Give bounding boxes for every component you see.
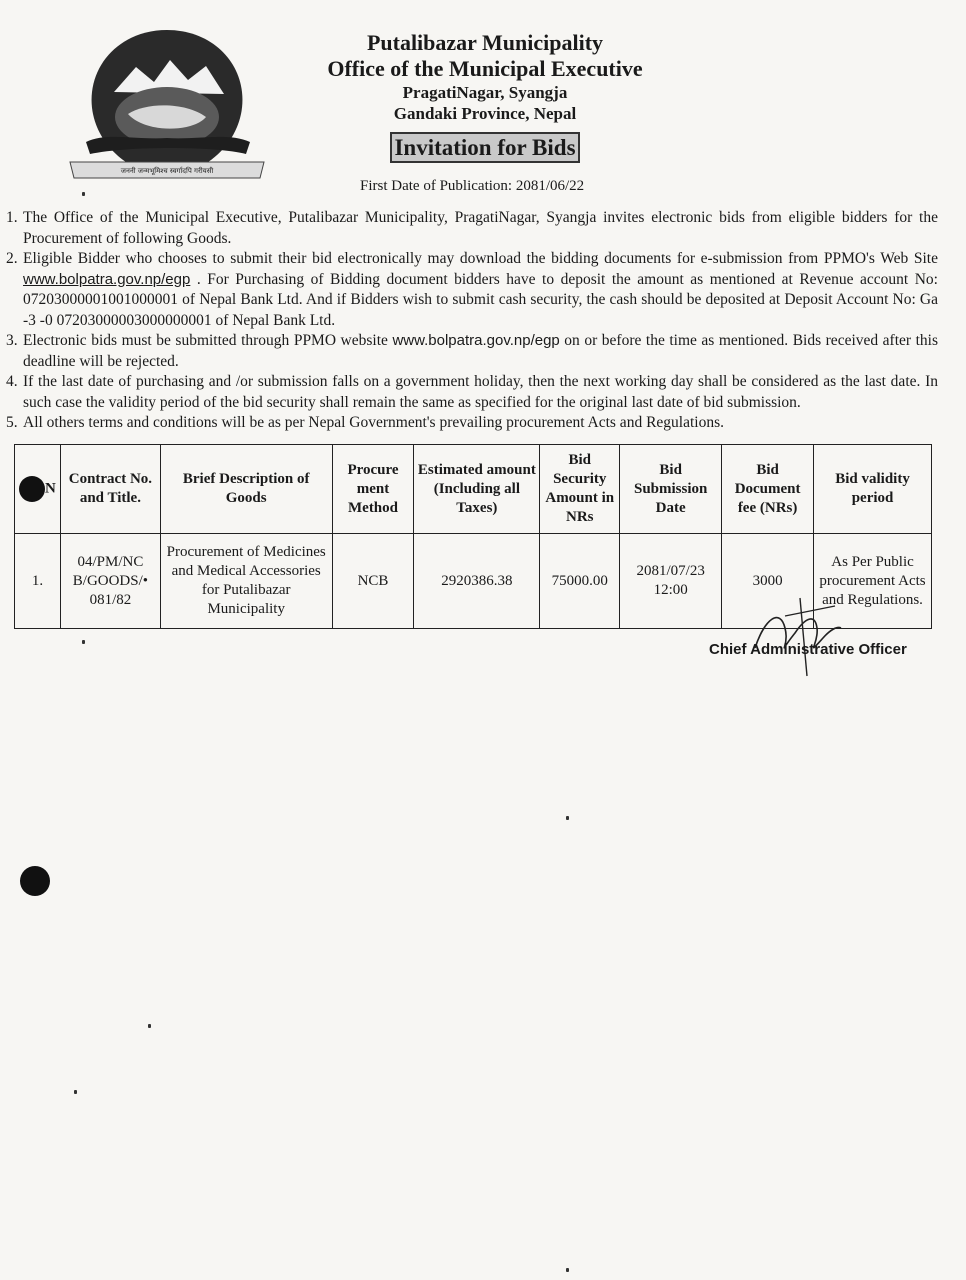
cell-security: 75000.00	[540, 534, 620, 629]
notice-point-3: 3. Electronic bids must be submitted through PPMO website www.bolpatra.gov.np/egp on or before the time as mentioned. Bids received after this deadline will be rejected.	[6, 332, 938, 370]
scan-speck	[82, 640, 85, 644]
cell-method: NCB	[332, 534, 414, 629]
col-header-sn: N	[15, 445, 61, 534]
cell-description: Procurement of Medicines and Medical Accessories for Putalibazar Municipality	[160, 534, 332, 629]
emblem-caption: जननी जन्मभूमिश्च स्वर्गादपि गरीयसी	[120, 167, 214, 175]
col-header-estimate: Estimated amount (Including all Taxes)	[414, 445, 540, 534]
publication-date-value: 2081/06/22	[515, 178, 585, 194]
publication-date-label: First Date of Publication:	[360, 178, 513, 194]
signer-title: Chief Administrative Officer	[709, 641, 907, 658]
cell-fee: 3000	[722, 534, 814, 629]
publication-date	[360, 178, 584, 195]
scan-speck	[566, 816, 569, 820]
nepal-emblem-icon	[66, 22, 268, 182]
col-header-fee: Bid Document fee (NRs)	[722, 445, 814, 534]
col-header-submission: Bid Submission Date	[620, 445, 722, 534]
office-name: Office of the Municipal Executive	[327, 56, 643, 81]
municipality-name: Putalibazar Municipality	[366, 30, 604, 55]
notice-point-4: 4. If the last date of purchasing and /or submission falls on a government holiday, then the next working day shall be considered as the last date. In such case the validity period of the bid security shall remain the same as specified for the original last date of bid submission.	[6, 373, 938, 411]
cell-estimate: 2920386.38	[414, 534, 540, 629]
col-header-description: Brief Description of Goods	[160, 445, 332, 534]
table-header-row	[15, 445, 932, 534]
letterhead	[300, 30, 670, 163]
notice-points	[6, 208, 938, 434]
address-line-1: PragatiNagar, Syangja	[402, 83, 568, 102]
signature-scribble	[745, 588, 845, 678]
notice-point-2: 2. Eligible Bidder who chooses to submit their bid electronically may download the bidding documents for e-submission from PPMO's Web Site www.bolpatra.gov.np/egp . For Purchasing of Bidding document bidders have to deposit the amount as mentioned at Revenue account No: 07203000001001000001 of Nepal Bank Ltd. And if Bidders wish to submit cash security, the cash should be deposited at Deposit Account No: Ga -3 -0 07203000003000000001 of Nepal Bank Ltd.	[6, 250, 938, 329]
cell-contract: 04/PM/NC B/GOODS/• 081/82	[60, 534, 160, 629]
cell-validity: As Per Public procurement Acts and Regulations.	[814, 534, 932, 629]
bolpatra-link[interactable]: www.bolpatra.gov.np/egp	[392, 332, 560, 349]
document-title: Invitation for Bids	[390, 132, 579, 163]
col-header-security: Bid Security Amount in NRs	[540, 445, 620, 534]
scan-speck	[566, 1268, 569, 1272]
scan-speck	[74, 1090, 77, 1094]
bolpatra-link[interactable]: www.bolpatra.gov.np/egp	[23, 270, 191, 288]
punch-hole-mark	[19, 476, 45, 502]
address-line-2: Gandaki Province, Nepal	[393, 104, 577, 123]
scan-speck	[148, 1024, 151, 1028]
cell-submission: 2081/07/23 12:00	[620, 534, 722, 629]
scan-speck	[82, 192, 85, 196]
col-header-validity: Bid validity period	[814, 445, 932, 534]
punch-hole	[20, 866, 50, 896]
notice-point-1: 1. The Office of the Municipal Executive, Putalibazar Municipality, PragatiNagar, Syangja invites electronic bids from eligible bidders for the Procurement of following Goods.	[6, 209, 938, 247]
notice-point-5: 5. All others terms and conditions will be as per Nepal Government's prevailing procurement Acts and Regulations.	[6, 414, 724, 431]
col-header-method: Procure ment Method	[332, 445, 414, 534]
col-header-contract: Contract No. and Title.	[60, 445, 160, 534]
cell-sn: 1.	[15, 534, 61, 629]
